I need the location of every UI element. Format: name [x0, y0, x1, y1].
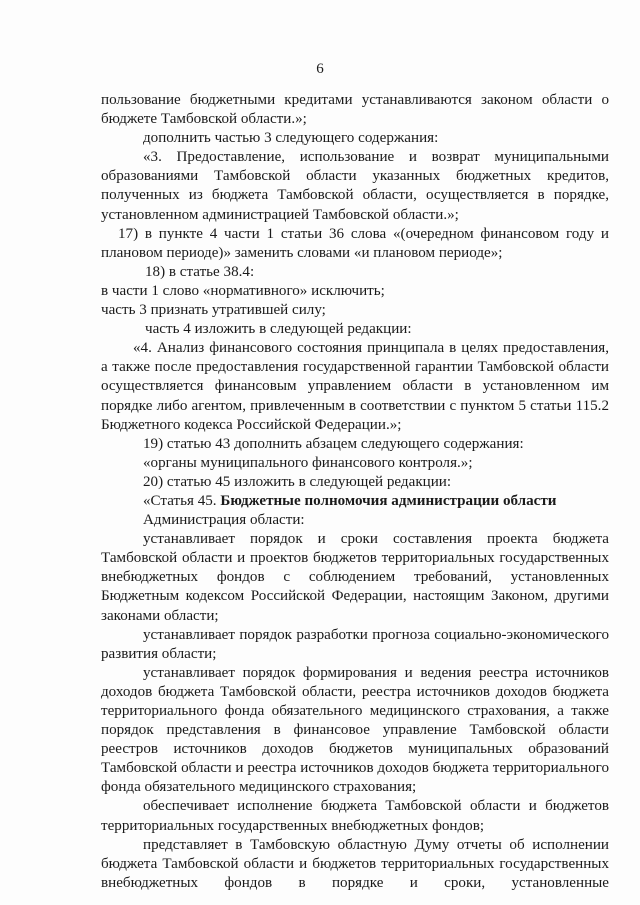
paragraph-5: 18) в статье 38.4: [145, 263, 255, 280]
paragraph-8: часть 4 изложить в следующей редакции: [145, 321, 412, 338]
paragraph-15: устанавливает порядок разработки прогноза социально-экономического развития области; [101, 626, 609, 662]
paragraph-16: устанавливает порядок формирования и ведения реестра источников доходов бюджета Тамбовской области, реестра источников доходов бюджета территориального фонда обязательного медицинского страхования, а также порядок представления в финансовое управление Тамбовской области реестров источников доходов бюджетов муниципальных образований Тамбовской области и реестра источников доходов бюджета территориального фонда обязательного медицинского страхования; [101, 664, 609, 796]
page-number: 6 [316, 61, 324, 77]
paragraph-2: дополнить частью 3 следующего содержания: [143, 130, 439, 147]
paragraph-4: 17) в пункте 4 части 1 статьи 36 слова «(очередном финансовом году и плановом периоде)» заменить словами «и плановом периоде»; [101, 225, 609, 261]
paragraph-10: 19) статью 43 дополнить абзацем следующего содержания: [143, 435, 524, 452]
article-45-title: Бюджетные полномочия администрации области [220, 492, 557, 509]
document-body [101, 91, 609, 893]
paragraph-17: обеспечивает исполнение бюджета Тамбовской области и бюджетов территориальных государственных внебюджетных фондов; [101, 798, 609, 834]
paragraph-11: «органы муниципального финансового контроля.»; [143, 454, 473, 471]
paragraph-12: 20) статью 45 изложить в следующей редакции: [143, 473, 452, 490]
paragraph-6: в части 1 слово «нормативного» исключить; [101, 282, 385, 299]
paragraph-7: часть 3 признать утратившей силу; [101, 302, 326, 319]
article-45-heading [101, 492, 609, 511]
paragraph-1: пользование бюджетными кредитами устанавливаются законом области о бюджете Тамбовской области.»; [101, 92, 609, 128]
paragraph-13: Администрация области: [143, 512, 305, 529]
paragraph-3: «3. Предоставление, использование и возврат муниципальными образованиями Тамбовской области указанных бюджетных кредитов, полученных из бюджета Тамбовской области, осуществляется в порядке, установленном администрацией Тамбовской области.»; [101, 149, 609, 223]
paragraph-18: представляет в Тамбовскую областную Думу отчеты об исполнении бюджета Тамбовской области и бюджетов территориальных государственных внебюджетных фондов в порядке и сроки, установленные [101, 836, 609, 891]
article-45-prefix: «Статья 45. [143, 492, 221, 509]
paragraph-9: «4. Анализ финансового состояния принципала в целях предоставления, а также после предоставления государственной гарантии Тамбовской области осуществляется финансовым управлением области в установленном им порядке либо агентом, привлеченным в соответствии с пунктом 5 статьи 115.2 Бюджетного кодекса Российской Федерации.»; [101, 340, 609, 433]
paragraph-14: устанавливает порядок и сроки составления проекта бюджета Тамбовской области и проектов бюджетов территориальных государственных внебюджетных фондов с соблюдением требований, установленных Бюджетным кодексом Российской Федерации, настоящим Законом, другими законами области; [101, 531, 609, 624]
